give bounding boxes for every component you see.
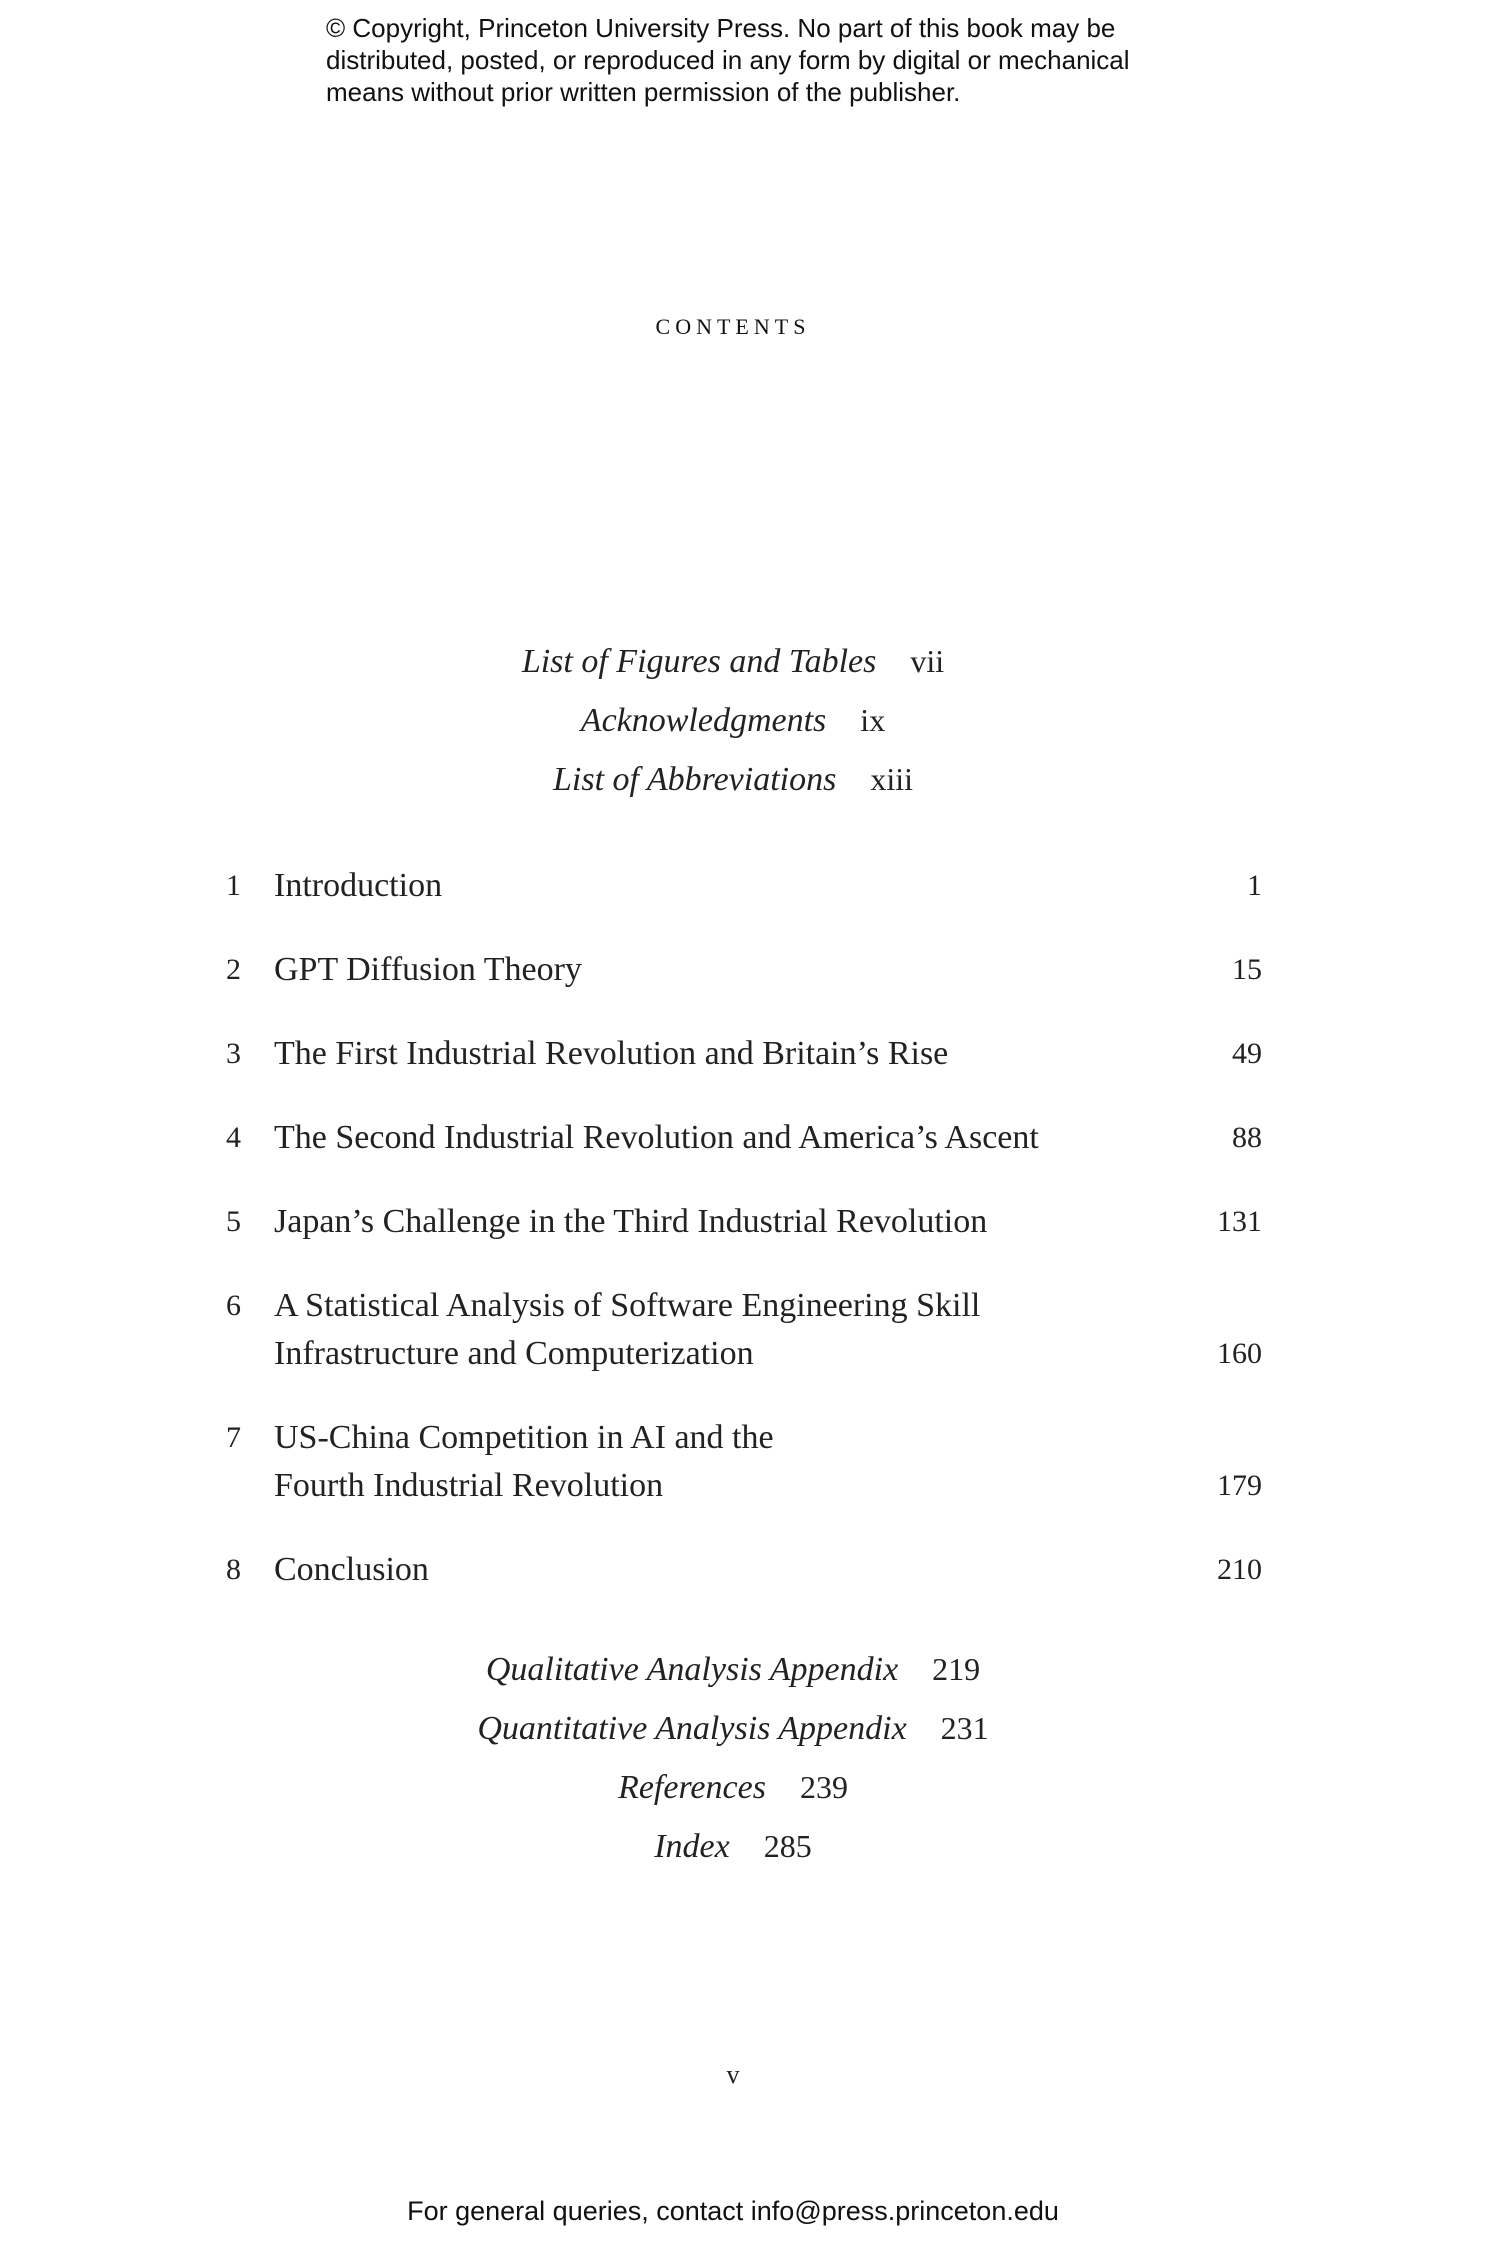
chapter-number: 4 <box>226 1121 241 1154</box>
entry-title: Quantitative Analysis Appendix <box>477 1710 907 1747</box>
page-number: v <box>726 2060 740 2089</box>
chapter-page: 131 <box>1217 1205 1262 1238</box>
entry-page: 285 <box>763 1828 812 1864</box>
chapter-entry[interactable] <box>220 1414 1262 1510</box>
chapter-page: 49 <box>1232 1037 1262 1070</box>
contact-footer: For general queries, contact info@press.princeton.edu <box>407 2196 1059 2226</box>
chapter-title: Introduction <box>274 867 443 904</box>
entry-page: 231 <box>940 1710 989 1746</box>
chapter-title: Conclusion <box>274 1551 429 1588</box>
chapter-page: 179 <box>1217 1469 1262 1502</box>
chapter-title: GPT Diffusion Theory <box>274 951 582 988</box>
entry-title: List of Abbreviations <box>552 761 837 798</box>
chapter-title: US-China Competition in AI and the Fourth Industrial Revolution <box>274 1419 774 1504</box>
entry-title: Acknowledgments <box>580 702 827 739</box>
chapter-number: 8 <box>226 1553 241 1586</box>
front-matter-entry[interactable] <box>0 691 1466 750</box>
front-matter-list <box>0 632 1466 809</box>
chapter-page: 88 <box>1232 1121 1262 1154</box>
chapter-entry[interactable] <box>220 1282 1262 1378</box>
chapter-list <box>220 862 1262 1630</box>
page-title: contents <box>655 305 811 341</box>
copyright-line: © Copyright, Princeton University Press. No part of this book may be <box>326 13 1116 43</box>
entry-title: References <box>618 1769 766 1806</box>
chapter-title: The First Industrial Revolution and Britain’s Rise <box>274 1035 949 1072</box>
back-matter-entry[interactable] <box>0 1758 1466 1817</box>
chapter-title: Japan’s Challenge in the Third Industrial Revolution <box>274 1203 988 1240</box>
chapter-entry[interactable] <box>220 946 1262 994</box>
copyright-line: distributed, posted, or reproduced in any form by digital or mechanical <box>326 45 1130 75</box>
copyright-notice <box>326 12 1226 108</box>
entry-page: ix <box>860 702 886 738</box>
back-matter-entry[interactable] <box>0 1640 1466 1699</box>
chapter-page: 15 <box>1232 953 1262 986</box>
chapter-page: 210 <box>1217 1553 1262 1586</box>
front-matter-entry[interactable] <box>0 632 1466 691</box>
chapter-entry[interactable] <box>220 862 1262 910</box>
entry-page: 239 <box>799 1769 848 1805</box>
back-matter-list <box>0 1640 1466 1876</box>
chapter-number: 5 <box>226 1205 241 1238</box>
chapter-number: 7 <box>226 1421 241 1454</box>
chapter-number: 2 <box>226 953 241 986</box>
entry-page: xiii <box>870 761 914 797</box>
entry-page: 219 <box>932 1651 981 1687</box>
chapter-entry[interactable] <box>220 1546 1262 1594</box>
back-matter-entry[interactable] <box>0 1699 1466 1758</box>
chapter-entry[interactable] <box>220 1198 1262 1246</box>
chapter-number: 6 <box>226 1289 241 1322</box>
chapter-entry[interactable] <box>220 1030 1262 1078</box>
entry-title: Qualitative Analysis Appendix <box>485 1651 899 1688</box>
chapter-number: 1 <box>226 869 241 902</box>
chapter-title: A Statistical Analysis of Software Engineering Skill Infrastructure and Computerization <box>274 1287 981 1372</box>
chapter-entry[interactable] <box>220 1114 1262 1162</box>
copyright-line: means without prior written permission of the publisher. <box>326 77 961 107</box>
entry-title: Index <box>654 1828 730 1865</box>
entry-title: List of Figures and Tables <box>521 643 877 680</box>
entry-page: vii <box>910 643 945 679</box>
chapter-page: 160 <box>1217 1337 1262 1370</box>
chapter-title: The Second Industrial Revolution and America’s Ascent <box>274 1119 1039 1156</box>
front-matter-entry[interactable] <box>0 750 1466 809</box>
chapter-page: 1 <box>1247 869 1262 902</box>
back-matter-entry[interactable] <box>0 1817 1466 1876</box>
chapter-number: 3 <box>226 1037 241 1070</box>
